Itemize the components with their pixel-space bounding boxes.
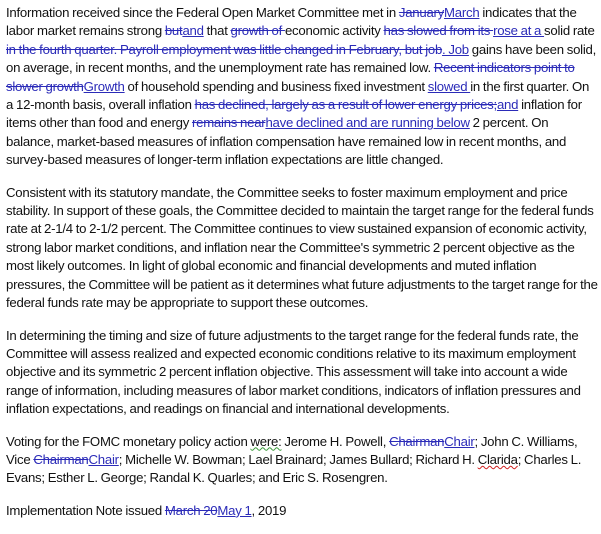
inserted-text[interactable]: . Job	[442, 41, 469, 57]
deleted-text[interactable]: Chairman	[33, 451, 89, 467]
text-run: Consistent with its statutory mandate, the Committee seeks to foster maximum employment and price stability. In support of these goals, the Committee decided to maintain the target range for the federal funds rate at 2-1/4 to 2-1/2 percent. The Committee continues to view sustained expansion of economic activity, strong labor market conditions, and inflation near the Committee's symmetric 2 percent objective as the most likely outcomes. In light of global economic and financial developments and muted inflation pressures, the Committee will be patient as it determines what future adjustments to the target range for the federal funds rate may be appropriate to support these outcomes.	[6, 184, 598, 311]
inserted-text[interactable]: Chair	[444, 433, 475, 449]
text-run: gains have been solid, on average, in recent months, and the unemployment rate has remained low.	[6, 41, 597, 76]
text-run: in the first quarter. On a 12-month basis, overall inflation	[6, 78, 590, 113]
deleted-text[interactable]: January	[398, 5, 445, 20]
text-run: ; John C. Williams, Vice	[6, 433, 578, 467]
text-run: Voting for the FOMC monetary policy action	[6, 433, 251, 449]
text-run: ; Charles L. Evans; Esther L. George; Randal K. Quarles; and Eric S. Rosengren.	[6, 451, 582, 486]
text-run: 2 percent. On balance, market-based measures of inflation compensation have remained low in recent months, and survey-based measures of longer-term inflation expectations are little changed.	[6, 115, 567, 168]
inserted-text[interactable]: Chair	[88, 451, 119, 467]
deleted-text[interactable]: has slowed from its	[383, 23, 494, 39]
text-run: solid rate	[544, 23, 595, 39]
inserted-text[interactable]: and	[496, 97, 519, 113]
text-run: ; Michelle W. Bowman; Lael Brainard; James Bullard; Richard H.	[118, 451, 478, 467]
deleted-text[interactable]: has declined, largely as a result of lower energy prices;	[194, 97, 497, 113]
text-run: Jerome H. Powell,	[281, 433, 390, 449]
text-run: that	[203, 23, 231, 39]
deleted-text[interactable]: March 20	[164, 502, 218, 518]
inserted-text[interactable]: slowed	[427, 78, 471, 94]
deleted-text[interactable]: Chairman	[389, 433, 445, 449]
paragraph	[6, 327, 598, 419]
text-run: In determining the timing and size of future adjustments to the target range for the federal funds rate, the Committee will assess realized and expected economic conditions relative to its maximum employment objective and its symmetric 2 percent inflation objective. This assessment will take into account a wide range of information, including measures of labor market conditions, indicators of inflation pressures and inflation expectations, and readings on financial and international developments.	[6, 327, 581, 417]
text-run: inflation for items other than food and energy	[6, 97, 582, 131]
inserted-text[interactable]: have declined and are running below	[265, 115, 470, 131]
inserted-text[interactable]: Growth	[83, 78, 125, 94]
text-run: indicates that the labor market remains strong	[6, 5, 577, 39]
paragraph	[6, 184, 598, 313]
deleted-text[interactable]: in the fourth quarter. Payroll employment was little changed in February, but job	[6, 41, 443, 57]
paragraph	[6, 502, 598, 520]
text-run: of household spending and business fixed investment	[124, 78, 428, 94]
text-run: Implementation Note issued	[6, 502, 165, 518]
text-run: , 2019	[251, 502, 287, 518]
paragraph	[6, 4, 598, 170]
deleted-text[interactable]: growth of	[230, 23, 285, 39]
paragraph	[6, 433, 598, 488]
spelling-flagged-text: Clarida	[477, 451, 518, 467]
inserted-text[interactable]: May 1	[217, 502, 252, 518]
inserted-text[interactable]: March	[444, 5, 480, 20]
inserted-text[interactable]: rose at a	[493, 23, 545, 39]
deleted-text[interactable]: remains near	[191, 115, 266, 131]
document-body[interactable]	[6, 4, 598, 534]
deleted-text[interactable]: but	[164, 23, 183, 39]
inserted-text[interactable]: and	[182, 23, 204, 39]
text-run: economic activity	[284, 23, 384, 39]
grammar-flagged-text: were:	[250, 433, 282, 449]
text-run: Information received since the Federal Open Market Committee met in	[6, 5, 399, 20]
deleted-text[interactable]: Recent indicators point to slower growth	[6, 60, 575, 94]
